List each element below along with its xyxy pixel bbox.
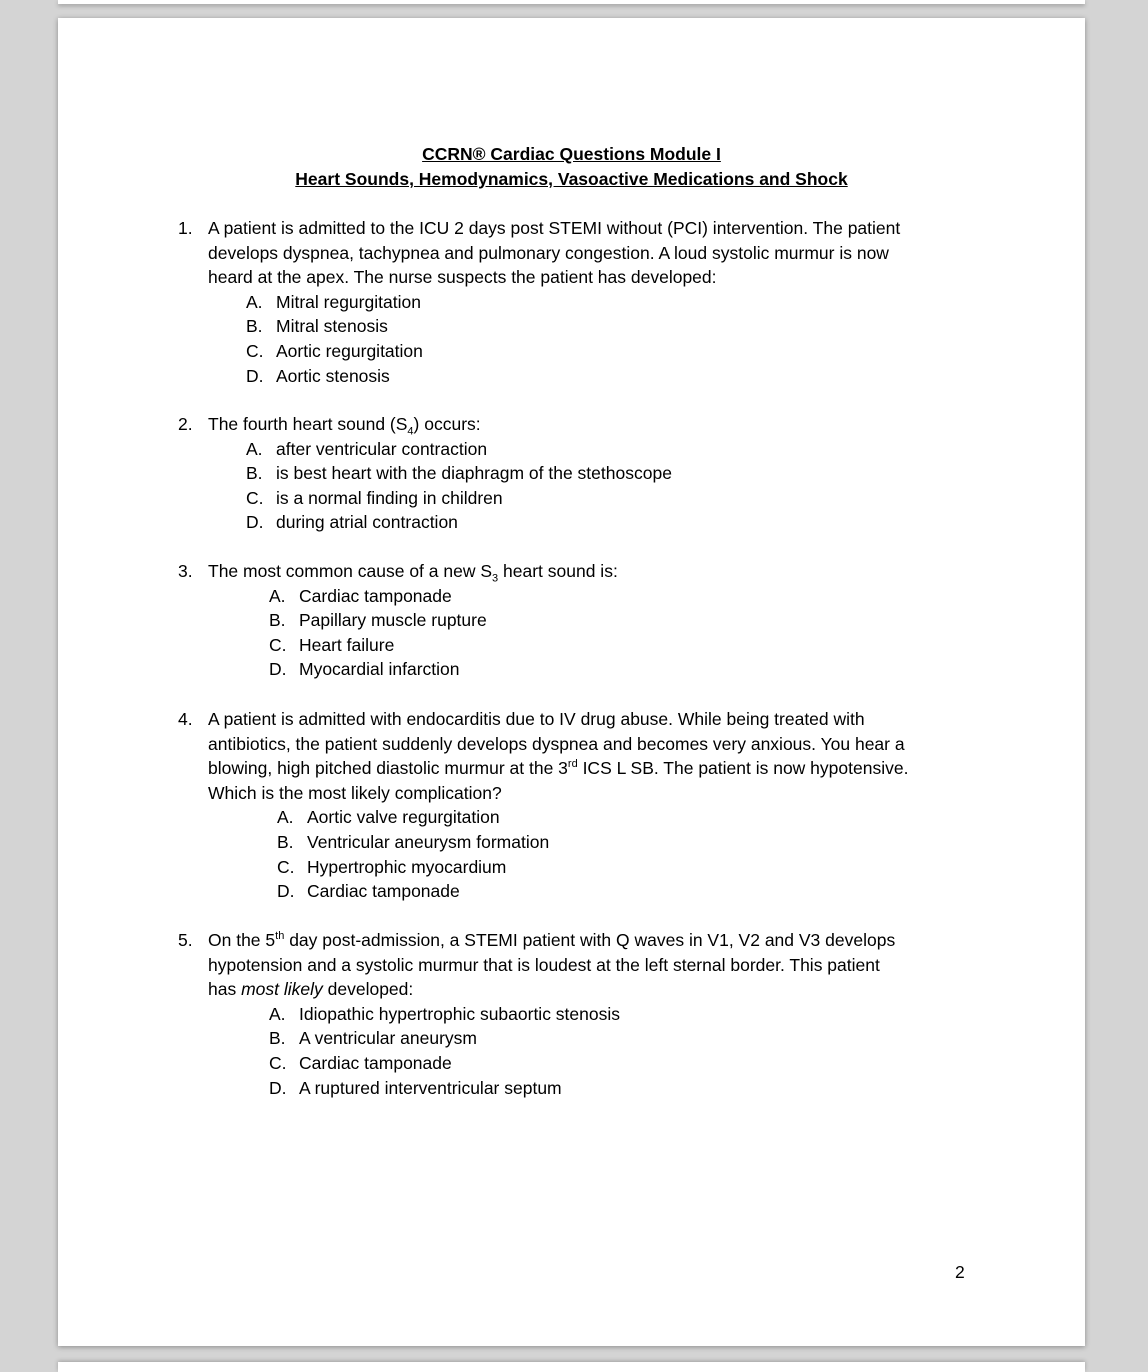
stem-line: antibiotics, the patient suddenly develops dyspnea and becomes very anxious. You hear a	[208, 733, 905, 754]
answer-options	[246, 437, 958, 535]
stem-line: Which is the most likely complication?	[208, 782, 502, 803]
answer-option-a[interactable]: A. after ventricular contraction	[246, 438, 488, 459]
answer-option-b[interactable]: B. Papillary muscle rupture	[269, 610, 487, 631]
question-4	[178, 707, 958, 904]
answer-option-d[interactable]: D. A ruptured interventricular septum	[269, 1077, 562, 1098]
page-number: 2	[955, 1262, 965, 1282]
answer-options	[246, 290, 958, 388]
question-number: 2.	[178, 414, 193, 434]
question-2	[178, 412, 958, 535]
question-stem	[208, 707, 958, 805]
answer-option-d[interactable]: D. Cardiac tamponade	[277, 881, 460, 902]
next-page-edge	[58, 1362, 1085, 1372]
question-3	[178, 559, 958, 682]
answer-option-b[interactable]: B. A ventricular aneurysm	[269, 1028, 477, 1049]
stem-line: A patient is admitted with endocarditis due to IV drug abuse. While being treated with	[208, 709, 865, 729]
answer-options	[277, 805, 958, 903]
answer-option-d[interactable]: D. during atrial contraction	[246, 512, 458, 533]
answer-options	[269, 1002, 958, 1100]
answer-option-c[interactable]: C. Hypertrophic myocardium	[277, 856, 507, 877]
question-number: 1.	[178, 218, 193, 238]
document-title: CCRN® Cardiac Questions Module I	[422, 144, 721, 164]
stem-line: has most likely developed:	[208, 979, 414, 1000]
stem-line: A patient is admitted to the ICU 2 days post STEMI without (PCI) intervention. The patient	[208, 218, 901, 238]
answer-option-d[interactable]: D. Myocardial infarction	[269, 659, 460, 680]
answer-option-b[interactable]: B. Mitral stenosis	[246, 316, 388, 337]
answer-option-a[interactable]: A. Idiopathic hypertrophic subaortic stenosis	[269, 1003, 621, 1024]
document-subtitle: Heart Sounds, Hemodynamics, Vasoactive Medications and Shock	[295, 169, 848, 189]
stem-line: develops dyspnea, tachypnea and pulmonary congestion. A loud systolic murmur is now	[208, 242, 889, 263]
previous-page-edge	[58, 0, 1085, 4]
stem-line: On the 5th day post-admission, a STEMI patient with Q waves in V1, V2 and V3 develops	[208, 930, 896, 950]
question-1	[178, 216, 958, 388]
document-page	[58, 18, 1085, 1346]
answer-option-a[interactable]: A. Cardiac tamponade	[269, 585, 452, 606]
answer-option-d[interactable]: D. Aortic stenosis	[246, 365, 390, 386]
answer-options	[269, 584, 958, 682]
question-number: 3.	[178, 561, 193, 581]
answer-option-a[interactable]: A. Mitral regurgitation	[246, 291, 421, 312]
question-stem: The most common cause of a new $S_3$ heart sound is:	[208, 561, 618, 585]
question-5	[178, 928, 958, 1100]
question-stem	[208, 216, 958, 290]
stem-line: blowing, high pitched diastolic murmur at the 3rd ICS L SB. The patient is now hypotensive.	[208, 758, 909, 779]
question-number: 4.	[178, 709, 193, 729]
answer-option-b[interactable]: B. is best heart with the diaphragm of the stethoscope	[246, 463, 672, 484]
answer-option-c[interactable]: C. Aortic regurgitation	[246, 340, 423, 361]
question-number: 5.	[178, 930, 193, 950]
stem-line: heard at the apex. The nurse suspects the patient has developed:	[208, 267, 717, 288]
stem-line: hypotension and a systolic murmur that is loudest at the left sternal border. This patient	[208, 954, 880, 975]
answer-option-c[interactable]: C. is a normal finding in children	[246, 487, 503, 508]
question-stem: The fourth heart sound $(S_4)$ occurs:	[208, 414, 481, 438]
answer-option-c[interactable]: C. Cardiac tamponade	[269, 1052, 452, 1073]
answer-option-c[interactable]: C. Heart failure	[269, 634, 395, 655]
answer-option-a[interactable]: A. Aortic valve regurgitation	[277, 807, 500, 828]
question-stem	[208, 928, 958, 1002]
answer-option-b[interactable]: B. Ventricular aneurysm formation	[277, 831, 550, 852]
